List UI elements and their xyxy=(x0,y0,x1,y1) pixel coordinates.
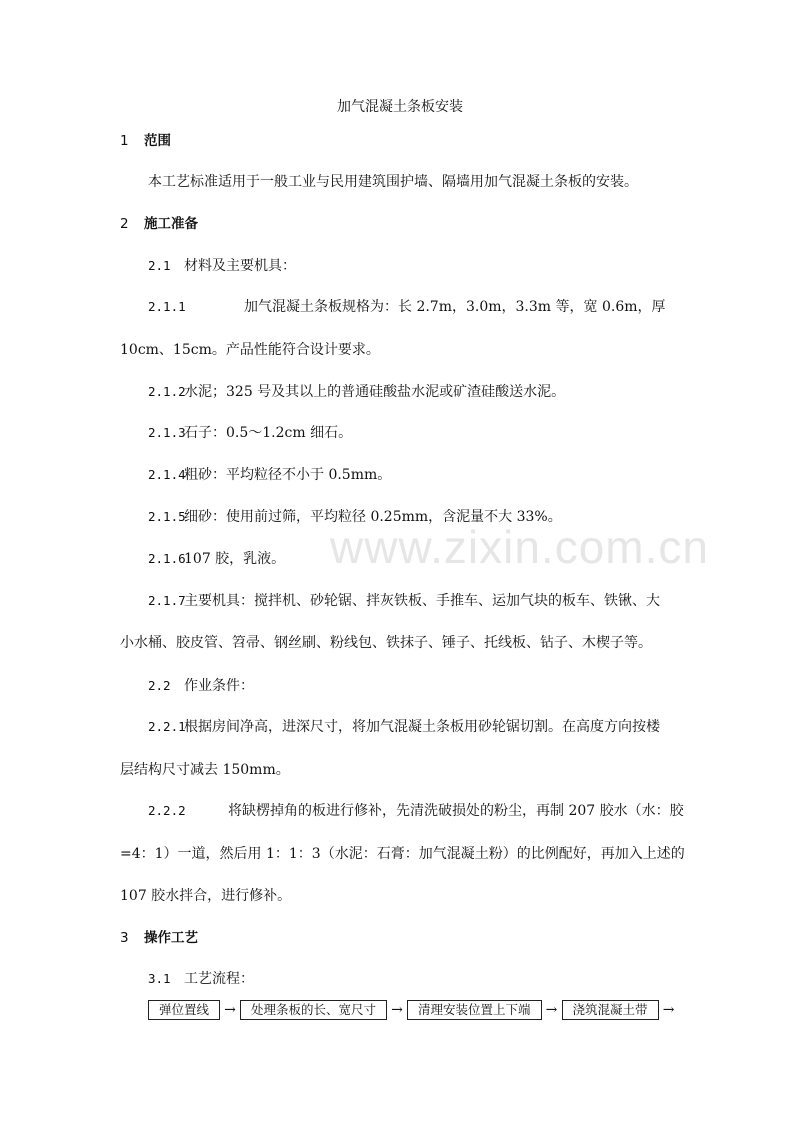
item-text: 加气混凝土条板规格为：长 2.7m，3.0m，3.3m 等，宽 0.6m，厚 xyxy=(244,299,666,315)
item-number: 2.1.6 xyxy=(148,551,186,566)
item-number: 2.1.2 xyxy=(148,384,186,399)
item-text: 将缺楞掉角的板进行修补，先清洗破损处的粉尘，再制 207 胶水（水：胶 xyxy=(228,803,684,819)
section-title: 操作工艺 xyxy=(144,930,198,946)
section-title: 施工准备 xyxy=(144,216,198,232)
item-number: 2.1.4 xyxy=(148,467,186,482)
arrow-right-icon: → xyxy=(662,1002,675,1018)
item-2-1-1 xyxy=(148,298,666,316)
item-text: 粗砂：平均粒径不小于 0.5mm。 xyxy=(184,467,392,483)
item-2-2-2-continued-2: 107 胶水拌合，进行修补。 xyxy=(120,888,292,904)
item-2-2-1-continued: 层结构尺寸减去 150mm。 xyxy=(120,762,290,778)
section-3-heading xyxy=(120,929,198,947)
arrow-right-icon: → xyxy=(224,1002,236,1018)
arrow-right-icon: → xyxy=(545,1002,558,1018)
item-2-1-5 xyxy=(148,508,562,526)
flow-step-1: 弹位置线 xyxy=(148,1000,220,1020)
item-text: 根据房间净高，进深尺寸，将加气混凝土条板用砂轮锯切割。在高度方向按楼 xyxy=(184,719,660,735)
process-flow xyxy=(148,1000,679,1020)
section-number: 1 xyxy=(120,133,129,149)
item-2-1-3 xyxy=(148,424,352,442)
flow-step-3: 清理安装位置上下端 xyxy=(407,1000,542,1020)
item-text: 主要机具：搅拌机、砂轮锯、拌灰铁板、手推车、运加气块的板车、铁锹、大 xyxy=(184,593,660,609)
item-text: 107 胶，乳液。 xyxy=(184,551,286,567)
item-2-1-7 xyxy=(148,592,660,610)
item-text: 工艺流程： xyxy=(184,971,254,987)
item-2-2 xyxy=(148,677,254,695)
item-2-2-2-continued: =4：1）一道，然后用 1：1：3（水泥：石膏：加气混凝土粉）的比例配好，再加入上述的 xyxy=(120,846,685,862)
item-text: 作业条件： xyxy=(184,678,254,694)
item-text: 细砂：使用前过筛，平均粒径 0.25mm，含泥量不大 33%。 xyxy=(184,509,562,525)
arrow-right-icon: → xyxy=(391,1002,403,1018)
item-number: 2.2.1 xyxy=(148,719,186,734)
item-2-1-4 xyxy=(148,466,391,484)
item-number: 2.2.2 xyxy=(148,803,186,818)
section-number: 3 xyxy=(120,930,129,946)
item-2-1-2 xyxy=(148,383,565,401)
item-number: 2.1.3 xyxy=(148,425,186,440)
flow-step-4: 浇筑混凝土带 xyxy=(562,1000,659,1020)
item-3-1 xyxy=(148,970,254,988)
paragraph-scope: 本工艺标准适用于一般工业与民用建筑围护墙、隔墙用加气混凝土条板的安装。 xyxy=(148,174,638,190)
item-2-1-7-continued: 小水桶、胶皮管、笤帚、钢丝刷、粉线包、铁抹子、锤子、托线板、钻子、木楔子等。 xyxy=(120,635,652,651)
item-number: 2.1 xyxy=(148,258,171,273)
item-2-2-1 xyxy=(148,718,660,736)
item-number: 2.1.1 xyxy=(148,299,186,314)
document-title: 加气混凝土条板安装 xyxy=(337,99,463,115)
item-number: 3.1 xyxy=(148,971,171,986)
item-number: 2.1.7 xyxy=(148,593,186,608)
item-2-1 xyxy=(148,257,296,275)
section-title: 范围 xyxy=(144,133,171,149)
section-number: 2 xyxy=(120,216,129,232)
item-text: 材料及主要机具： xyxy=(184,258,296,274)
item-text: 水泥；325 号及其以上的普通硅酸盐水泥或矿渣硅酸送水泥。 xyxy=(184,384,566,400)
item-2-2-2 xyxy=(148,802,684,820)
section-2-heading xyxy=(120,215,198,233)
item-text: 石子：0.5～1.2cm 细石。 xyxy=(184,425,353,441)
item-number: 2.1.5 xyxy=(148,509,186,524)
flow-step-2: 处理条板的长、宽尺寸 xyxy=(240,1000,387,1020)
item-2-1-1-continued: 10cm、15cm。产品性能符合设计要求。 xyxy=(120,342,380,358)
item-2-1-6 xyxy=(148,550,285,568)
section-1-heading xyxy=(120,132,171,150)
watermark: www.zixin.com.cn xyxy=(330,521,709,573)
item-number: 2.2 xyxy=(148,678,171,693)
